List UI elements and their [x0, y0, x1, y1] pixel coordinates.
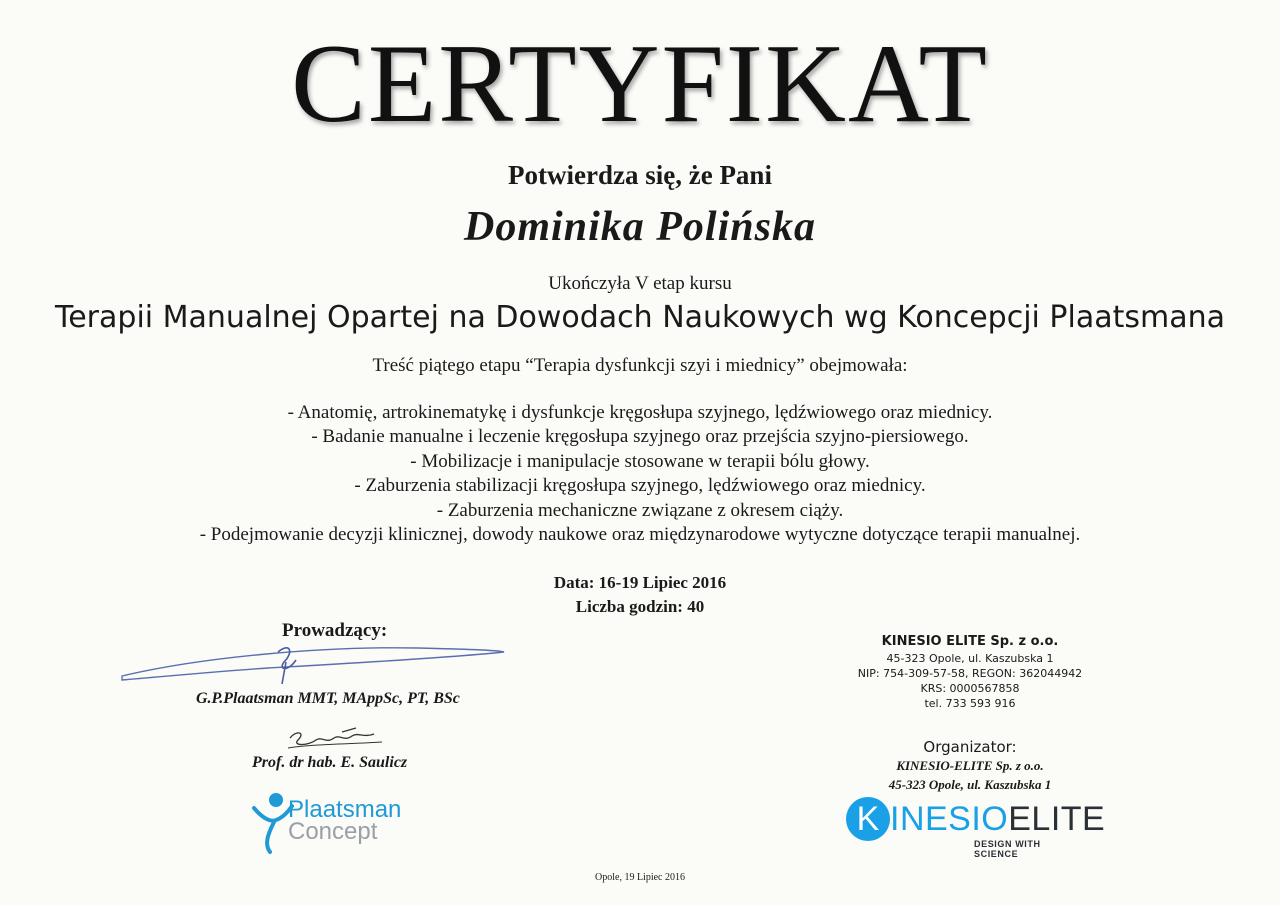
course-hours: Liczba godzin: 40	[575, 597, 705, 616]
company-krs: KRS: 0000567858	[920, 682, 1020, 695]
plaatsman-logo-line1: Plaatsman	[288, 796, 402, 823]
confirmation-text: Potwierdza się, że Pani	[508, 160, 772, 190]
company-details	[800, 633, 1140, 711]
kinesio-logo-tagline: DESIGN WITH SCIENCE	[974, 839, 1041, 859]
footer-place-date: Opole, 19 Lipiec 2016	[595, 872, 685, 883]
content-item: - Zaburzenia mechaniczne związane z okresem ciąży.	[436, 499, 844, 521]
company-phone: tel. 733 593 916	[924, 697, 1016, 710]
company-tax-ids: NIP: 754-309-57-58, REGON: 362044942	[857, 667, 1083, 680]
content-list	[0, 401, 1280, 547]
instructor-1-name: G.P.Plaatsman MMT, MAppSc, PT, BSc	[196, 690, 460, 707]
content-item: - Mobilizacje i manipulacje stosowane w terapii bólu głowy.	[410, 450, 870, 472]
signature-plaatsman	[118, 638, 508, 688]
organizer-label: Organizator:	[923, 738, 1017, 756]
plaatsman-concept-logo	[250, 790, 430, 856]
content-intro: Treść piątego etapu “Terapia dysfunkcji szyi i miednicy” obejmowała:	[372, 355, 908, 376]
organizer-details	[800, 738, 1140, 794]
content-item: - Badanie manualne i leczenie kręgosłupa szyjnego oraz przejścia szyjno-piersiowego.	[311, 426, 969, 448]
instructors-label: Prowadzący:	[282, 620, 388, 641]
signature-saulicz	[282, 724, 392, 756]
kinesio-logo-blue-part: INESIO	[890, 800, 1009, 838]
company-name: KINESIO ELITE Sp. z o.o.	[881, 634, 1059, 649]
organizer-name: KINESIO-ELITE Sp. z o.o.	[896, 758, 1044, 773]
completed-stage-text: Ukończyła V etap kursu	[548, 273, 732, 294]
course-date: Data: 16-19 Lipiec 2016	[553, 573, 727, 592]
instructor-2-name: Prof. dr hab. E. Saulicz	[252, 754, 408, 771]
certificate-title: CERTYFIKAT	[291, 22, 989, 146]
content-item: - Podejmowanie decyzji klinicznej, dowody naukowe oraz międzynarodowe wytyczne dotyczące terapii manualnej.	[199, 524, 1081, 546]
kinesio-logo-letter: K	[846, 797, 890, 841]
recipient-name: Dominika Polińska	[464, 204, 816, 250]
organizer-address: 45-323 Opole, ul. Kaszubska 1	[888, 777, 1052, 792]
plaatsman-logo-line2: Concept	[288, 818, 378, 845]
kinesio-logo-dark-part: ELITE	[1008, 800, 1106, 838]
course-name: Terapii Manualnej Opartej na Dowodach Naukowych wg Koncepcji Plaatsmana	[55, 300, 1225, 335]
company-address: 45-323 Opole, ul. Kaszubska 1	[886, 652, 1054, 665]
kinesio-elite-logo	[846, 793, 1106, 859]
kinesio-logo-wordmark	[890, 799, 1105, 839]
content-item: - Zaburzenia stabilizacji kręgosłupa szyjnego, lędźwiowego oraz miednicy.	[354, 475, 926, 497]
content-item: - Anatomię, artrokinematykę i dysfunkcje kręgosłupa szyjnego, lędźwiowego oraz miednicy.	[287, 402, 993, 423]
